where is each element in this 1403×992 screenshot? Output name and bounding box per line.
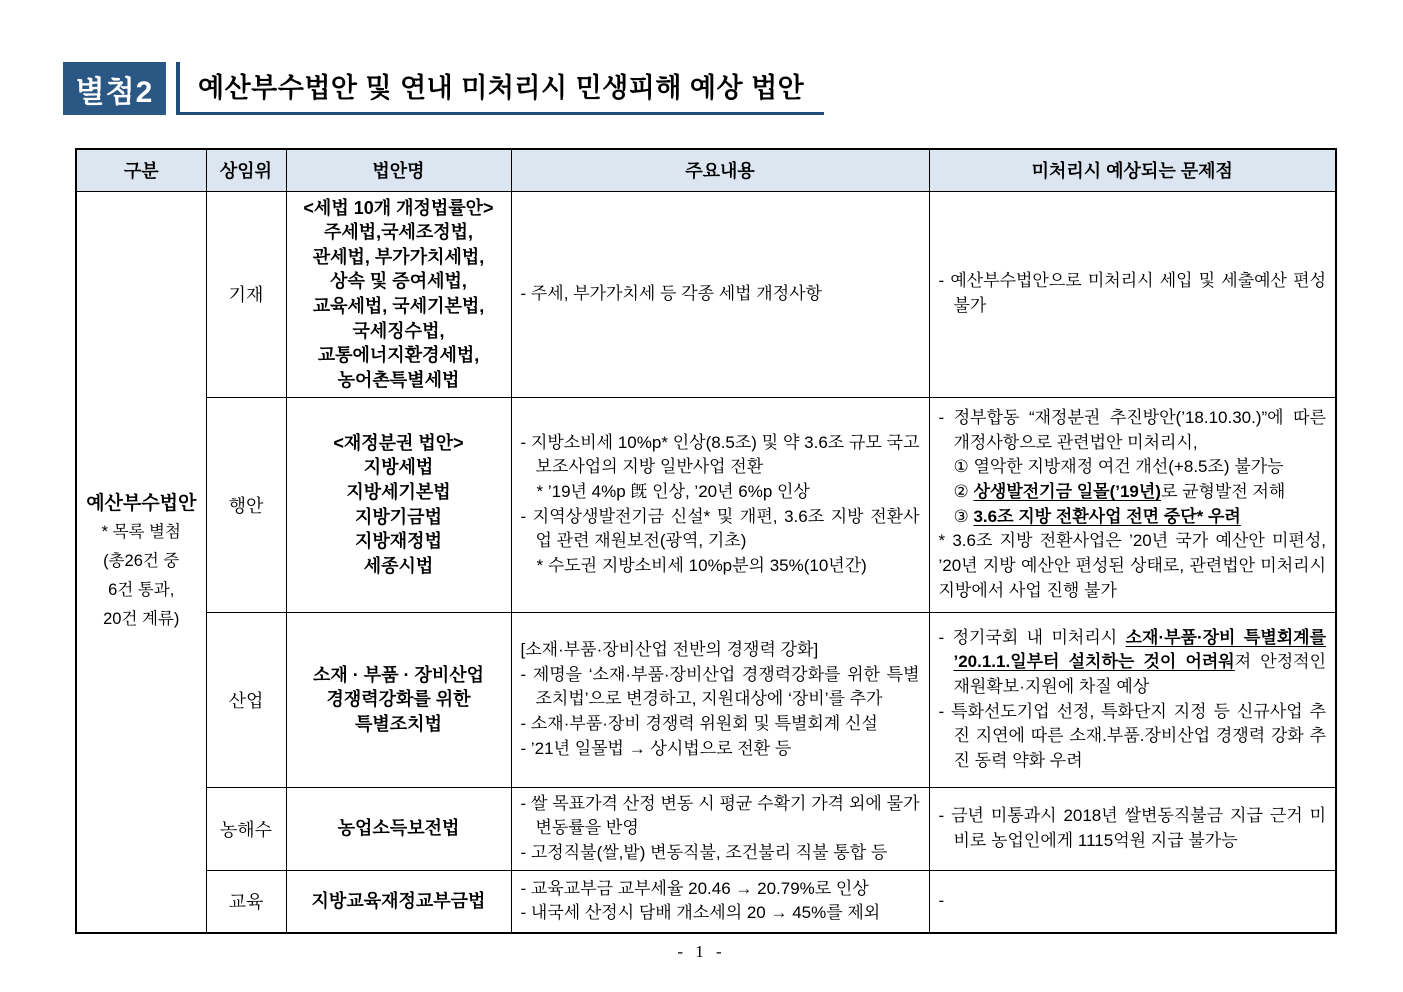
col-header-bill-name: 법안명 <box>286 149 511 191</box>
col-header-main-content: 주요내용 <box>511 149 929 191</box>
bill-name-line: 교통에너지환경세법, <box>317 345 480 366</box>
bill-name-line: 농업소득보전법 <box>337 818 460 839</box>
problem-footnote: * 3.6조 지방 전환사업은 ’20년 국가 예산안 미편성, ’20년 지방 예산안 편성된 상태로, 관련법안 미처리시 지방에서 사업 진행 불가 <box>938 531 1326 600</box>
bullet-text: - 고정직불(쌀,밭) 변동직불, 조건불리 직불 통합 등 <box>520 843 888 863</box>
bill-name-line: 교육세법, 국세기본법, <box>312 296 485 317</box>
table-row-gijae <box>76 191 1336 397</box>
bill-name-line: 상속 및 증여세법, <box>330 271 467 292</box>
problem-text: 로 균형발전 저해 <box>1160 482 1286 502</box>
problem-text: - 정기국회 내 미처리시 <box>938 627 1126 647</box>
bill-name-line: 지방세법 <box>363 457 434 478</box>
table-row-haengan <box>76 397 1336 612</box>
bullet-text: - 내국세 산정시 담배 개소세의 20 → 45%를 제외 <box>520 903 881 923</box>
title-underline <box>176 62 824 115</box>
bill-name-line: 관세법, 부가가치세법, <box>312 246 485 267</box>
problem-text: - 특화선도기업 선정, 특화단지 지정 등 신규사업 추진 지연에 따른 소재.부품.장비산업 경쟁력 강화 추진 동력 약화 우려 <box>938 701 1326 771</box>
sub-note-text: * ’19년 4%p 旣 인상, ’20년 6%p 인상 <box>536 482 810 502</box>
bill-name-cell <box>286 397 511 612</box>
bullet-text: - ’21년 일몰법 → 상시법으로 전환 등 <box>520 738 792 758</box>
content-cell <box>511 870 929 933</box>
page-title: 예산부수법안 및 연내 미처리시 민생피해 예상 법안 <box>198 72 805 103</box>
group-note-line: 6건 통과, <box>108 581 175 600</box>
sub-note-text: * 수도권 지방소비세 10%p분의 35%(10년간) <box>536 556 867 576</box>
group-note-line: (총26건 중 <box>103 552 180 571</box>
col-header-problems: 미처리시 예상되는 문제점 <box>929 149 1336 191</box>
table-row-saneop <box>76 612 1336 787</box>
content-cell <box>511 787 929 870</box>
problem-text: ① 열악한 지방재정 여건 개선(+8.5조) 불가능 <box>953 457 1284 477</box>
bullet-text: - 소재·부품·장비 경쟁력 위원회 및 특별회계 신설 <box>520 714 878 734</box>
committee-cell: 농해수 <box>206 787 286 870</box>
bullet-text: - 지역상생발전기금 신설* 및 개편, 3.6조 지방 전환사업 관련 재원보전(광역, 기초) <box>520 506 920 551</box>
problem-text: - <box>938 891 945 911</box>
bill-name-line: 국세징수법, <box>352 320 445 341</box>
content-cell <box>511 191 929 397</box>
bills-table <box>75 148 1337 934</box>
group-title: 예산부수법안 <box>86 492 197 514</box>
group-note-line: * 목록 별첨 <box>101 523 181 542</box>
problem-text: 져 안정적인 재원확보·지원에 차질 예상 <box>953 652 1326 697</box>
problem-text <box>939 626 1327 700</box>
bullet-text: - 쌀 목표가격 산정 변동 시 평균 수확기 가격 외에 물가변동률을 반영 <box>520 793 920 838</box>
table-row-gyoyuk <box>76 870 1336 933</box>
bullet-text: - 제명을 ‘소재·부품·장비산업 경쟁력강화를 위한 특별조치법’으로 변경하고, 지원대상에 ‘장비’를 추가 <box>520 664 920 709</box>
problem-text: ② <box>953 482 974 502</box>
bill-name-line: 농어촌특별세법 <box>337 370 460 391</box>
bill-name-line: <재정분권 법안> <box>333 432 464 453</box>
problem-cell <box>929 397 1336 612</box>
page-number: - 1 - <box>677 942 726 961</box>
col-header-category: 구분 <box>76 149 206 191</box>
bill-name-line: 지방세기본법 <box>346 482 451 503</box>
bullet-text: - 지방소비세 10%p* 인상(8.5조) 및 약 3.6조 규모 국고 보조사업의 지방 일반사업 전환 <box>520 432 920 477</box>
table-row-nonghaesu <box>76 787 1336 870</box>
committee-cell: 행안 <box>206 397 286 612</box>
content-cell <box>511 397 929 612</box>
bill-name-line: 지방재정법 <box>355 531 442 552</box>
problem-text: - 정부합동 “재정분권 추진방안(’18.10.30.)”에 따른 개정사항으로 관련법안 미처리시, <box>938 408 1326 452</box>
committee-cell: 기재 <box>206 191 286 397</box>
problem-cell <box>929 191 1336 397</box>
bill-name-cell <box>286 612 511 787</box>
bill-name-line: <세법 10개 개정법률안> <box>303 197 494 218</box>
problem-emphasis: 상생발전기금 일몰(’19년) <box>973 482 1161 502</box>
problem-emphasis: 소재·부품·장비 특별회계를 ’20.1.1.일부터 설치하는 것이 어려워 <box>953 627 1327 672</box>
bill-name-line: 주세법,국세조정법, <box>323 222 474 243</box>
problem-cell <box>929 787 1336 870</box>
problem-text <box>939 480 1327 505</box>
bill-name-line: 소재 · 부품 · 장비산업 <box>312 664 485 685</box>
bill-name-line: 특별조치법 <box>355 714 442 735</box>
bill-name-cell <box>286 787 511 870</box>
bullet-text: - 교육교부금 교부세율 20.46 → 20.79%로 인상 <box>520 878 869 898</box>
committee-cell: 산업 <box>206 612 286 787</box>
group-cell <box>76 191 206 933</box>
col-header-committee: 상임위 <box>206 149 286 191</box>
problem-text: ③ <box>953 506 974 526</box>
bill-name-cell <box>286 191 511 397</box>
problem-cell <box>929 870 1336 933</box>
problem-text: - 금년 미통과시 2018년 쌀변동직불금 지급 근거 미비로 농업인에게 1115억원 지급 불가능 <box>938 806 1326 850</box>
bill-name-line: 지방교육재정교부금법 <box>311 891 486 912</box>
table-header-row <box>76 149 1336 191</box>
bill-name-line: 세종시법 <box>363 556 434 577</box>
committee-cell: 교육 <box>206 870 286 933</box>
bill-name-cell <box>286 870 511 933</box>
bill-name-line: 경쟁력강화를 위한 <box>326 689 471 710</box>
doc-header <box>63 62 824 115</box>
problem-cell <box>929 612 1336 787</box>
problem-text: - 예산부수법안으로 미처리시 세입 및 세출예산 편성 불가 <box>938 271 1326 316</box>
content-heading: [소재·부품·장비산업 전반의 경쟁력 강화] <box>520 640 819 660</box>
problem-emphasis: 3.6조 지방 전환사업 전면 중단* 우려 <box>973 506 1241 526</box>
problem-text <box>939 505 1327 530</box>
attachment-badge: 별첨2 <box>63 62 166 115</box>
group-note-line: 20건 계류) <box>103 609 180 628</box>
content-cell <box>511 612 929 787</box>
bill-name-line: 지방기금법 <box>355 506 442 527</box>
bullet-text: - 주세, 부가가치세 등 각종 세법 개정사항 <box>520 283 822 303</box>
